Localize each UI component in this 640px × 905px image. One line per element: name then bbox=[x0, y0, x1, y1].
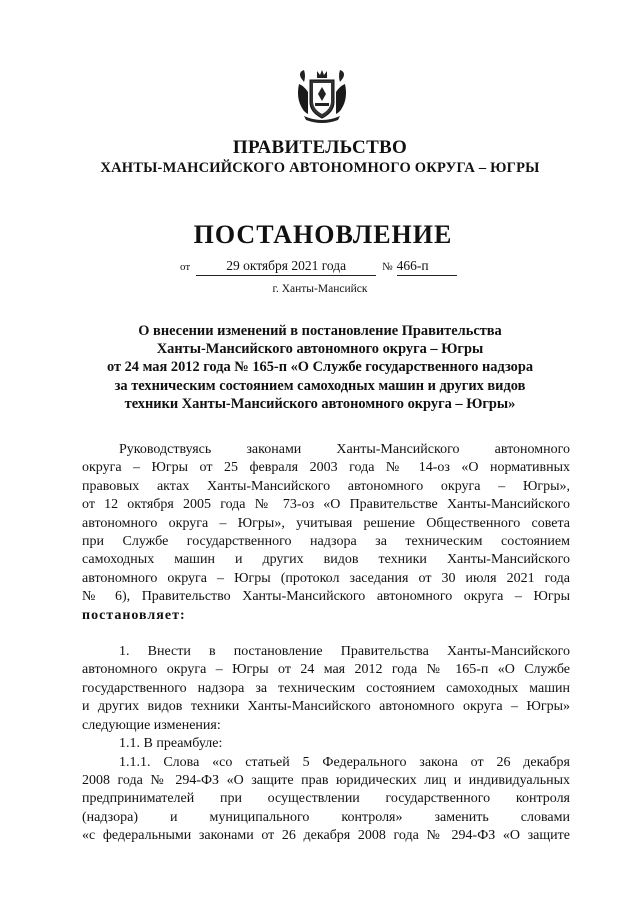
preamble-line: правовых актах Ханты-Мансийского автономного округа – Югры», bbox=[82, 478, 570, 494]
title-line: за техническим состоянием самоходных машин и других видов bbox=[114, 377, 526, 394]
preamble-line: самоходных машин и других видов техники Ханты-Мансийского bbox=[82, 552, 570, 568]
item-1-1-1-line: 2008 года № 294-ФЗ «О защите прав юридических лиц и индивидуальных bbox=[82, 772, 570, 788]
document-number: 466-п bbox=[397, 258, 457, 276]
title-line: О внесении изменений в постановление Правительства bbox=[138, 323, 502, 339]
item-1-line: следующие изменения: bbox=[82, 717, 221, 733]
title-line: Ханты-Мансийского автономного округа – Югры bbox=[156, 341, 484, 358]
date-number-line bbox=[180, 258, 457, 276]
preamble-line: автономного округа – Югры», учитывая решение Общественного совета bbox=[82, 515, 570, 531]
item-1-1-1-line: 1.1.1. Слова «со статьей 5 Федерального закона от 26 декабря bbox=[119, 754, 570, 770]
organization-region: ХАНТЫ-МАНСИЙСКОГО АВТОНОМНОГО ОКРУГА – ЮГРЫ bbox=[100, 160, 540, 176]
item-1-line: государственного надзора за техническим состоянием самоходных машин bbox=[82, 680, 570, 696]
decides-line bbox=[82, 607, 570, 625]
document-date: 29 октября 2021 года bbox=[196, 258, 376, 276]
preamble-line: № 6), Правительство Ханты-Мансийского автономного округа – Югры bbox=[82, 589, 570, 605]
decides-colon: : bbox=[179, 607, 186, 623]
organization-name: ПРАВИТЕЛЬСТВО bbox=[232, 137, 408, 158]
preamble-line: округа – Югры от 25 февраля 2003 года № 14-оз «О нормативных bbox=[82, 460, 570, 476]
decides-word: постановляет bbox=[82, 607, 180, 623]
item-1-1-1-line: (надзора) и муниципального контроля» заменить словами bbox=[82, 809, 570, 825]
date-prefix: от bbox=[180, 261, 191, 273]
preamble-line: при Службе государственного надзора за техническим состоянием bbox=[82, 534, 570, 550]
item-1-line: автономного округа – Югры от 24 мая 2012 года № 165-п «О Службе bbox=[82, 662, 570, 678]
preamble-line: автономного округа – Югры (протокол заседания от 30 июля 2021 года bbox=[82, 570, 570, 586]
title-line: техники Ханты-Мансийского автономного округа – Югры» bbox=[124, 395, 516, 412]
item-1-line: и других видов техники Ханты-Мансийского автономного округа – Югры» bbox=[82, 699, 570, 715]
document-title bbox=[70, 322, 570, 413]
preamble-line: Руководствуясь законами Ханты-Мансийского автономного bbox=[119, 442, 570, 457]
preamble-line: от 12 октября 2005 года № 73-оз «О Правительстве Ханты-Мансийского bbox=[82, 497, 570, 513]
item-1-paragraph bbox=[82, 643, 570, 735]
item-1-1-paragraph bbox=[82, 735, 570, 753]
preamble-paragraph bbox=[82, 441, 570, 625]
document-type: ПОСТАНОВЛЕНИЕ bbox=[193, 220, 453, 249]
number-prefix: № bbox=[382, 261, 393, 273]
item-1-1-line: 1.1. В преамбуле: bbox=[119, 736, 223, 752]
document-city: г. Ханты-Мансийск bbox=[272, 283, 368, 295]
title-line: от 24 мая 2012 года № 165-п «О Службе государственного надзора bbox=[106, 359, 534, 376]
document-body bbox=[82, 441, 570, 846]
coat-of-arms-emblem bbox=[296, 68, 348, 124]
item-1-line: 1. Внести в постановление Правительства Ханты-Мансийского bbox=[119, 644, 570, 660]
item-1-1-1-line: «с федеральными законами от 26 декабря 2008 года № 294-ФЗ «О защите bbox=[82, 828, 570, 844]
item-1-1-1-line: предпринимателей при осуществлении государственного контроля bbox=[82, 791, 570, 807]
item-1-1-1-paragraph bbox=[82, 754, 570, 846]
